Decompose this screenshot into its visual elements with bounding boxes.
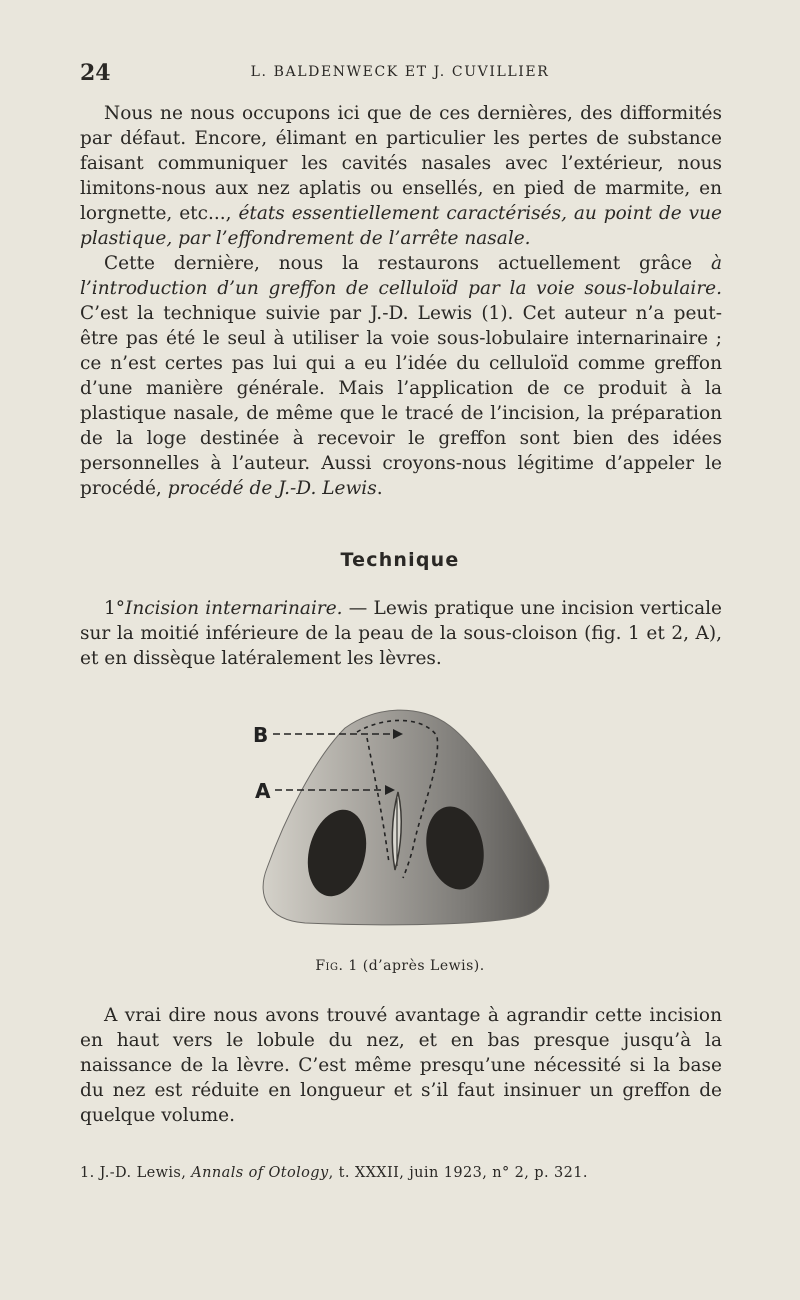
nose-body [263,710,549,925]
figure-caption: Fig. 1 (d’après Lewis). [315,958,485,974]
paragraph-lewis-technique: Cette dernière, nous la restaurons actuellement grâce à l’introduction d’un greffon de celluloïd par la voie sous-lobulaire. C’est la technique suivie par J.-D. Lewis (1). Cet auteur n’a peut-être pas été le seul à utiliser la voie sous-lobulaire internarinaire ; ce n’est certes pas lui qui a eu l’idée du celluloïd comme greffon d’une manière générale. Mais l’application de ce produit à la plastique nasale, de même que le tracé de l’incision, la préparation de la loge destinée à recevoir le greffon sont bien des idées personnelles à l’auteur. Aussi croyons-nous légitime d’appeler le procédé, procédé de J.-D. Lewis. [80,253,722,499]
incision-text-block [80,596,722,671]
paragraph-avantage: A vrai dire nous avons trouvé avantage à agrandir cette incision en haut vers le lobule du nez, et en bas presque jusqu’à la naissance de la lèvre. C’est même presqu’une nécessité si la base du nez est réduite en longueur et s’il faut insinuer un greffon de quelque volume. [80,1005,722,1126]
page-number: 24 [80,60,111,86]
intro-text-block [80,101,722,501]
running-header: L. BALDENWECK ET J. CUVILLIER [250,64,550,80]
section-heading-technique: Technique [340,549,460,571]
footnote-journal: Annals of Otology [191,1165,329,1181]
emphasis-introduction: à l’introduction d’un greffon de celluloïd par la voie sous-lobulaire. [80,253,722,299]
paragraph-incision: 1°Incision internarinaire. — Lewis pratique une incision verticale sur la moitié inférieure de la peau de la sous-cloison (fig. 1 et 2, A), et en dissèque latéralement les lèvres. [80,598,722,669]
label-a: A [255,779,271,803]
footnote: 1. J.-D. Lewis, Annals of Otology, t. XXXII, juin 1923, n° 2, p. 321. [80,1165,588,1181]
emphasis-procede: procédé de J.-D. Lewis [167,478,377,499]
paragraph-difformites: Nous ne nous occupons ici que de ces dernières, des difformités par défaut. Encore, élimant en particulier les pertes de substance faisant communiquer les cavités nasales avec l’extérieur, nous limitons-nous aux nez aplatis ou ensellés, en pied de marmite, en lorgnette, etc..., états essentiellement caractérisés, au point de vue plastique, par l’effondrement de l’arrête nasale. [80,103,722,249]
label-b: B [253,723,269,747]
avantage-text-block [80,1003,722,1128]
nose-illustration [245,698,565,938]
emphasis-incision: Incision internarinaire. [125,598,343,619]
emphasis-etats: états essentiellement caractérisés, au point de vue plastique, par l’effondrement de l’arrête nasale. [80,203,722,249]
figure-nose-incision [245,698,565,938]
